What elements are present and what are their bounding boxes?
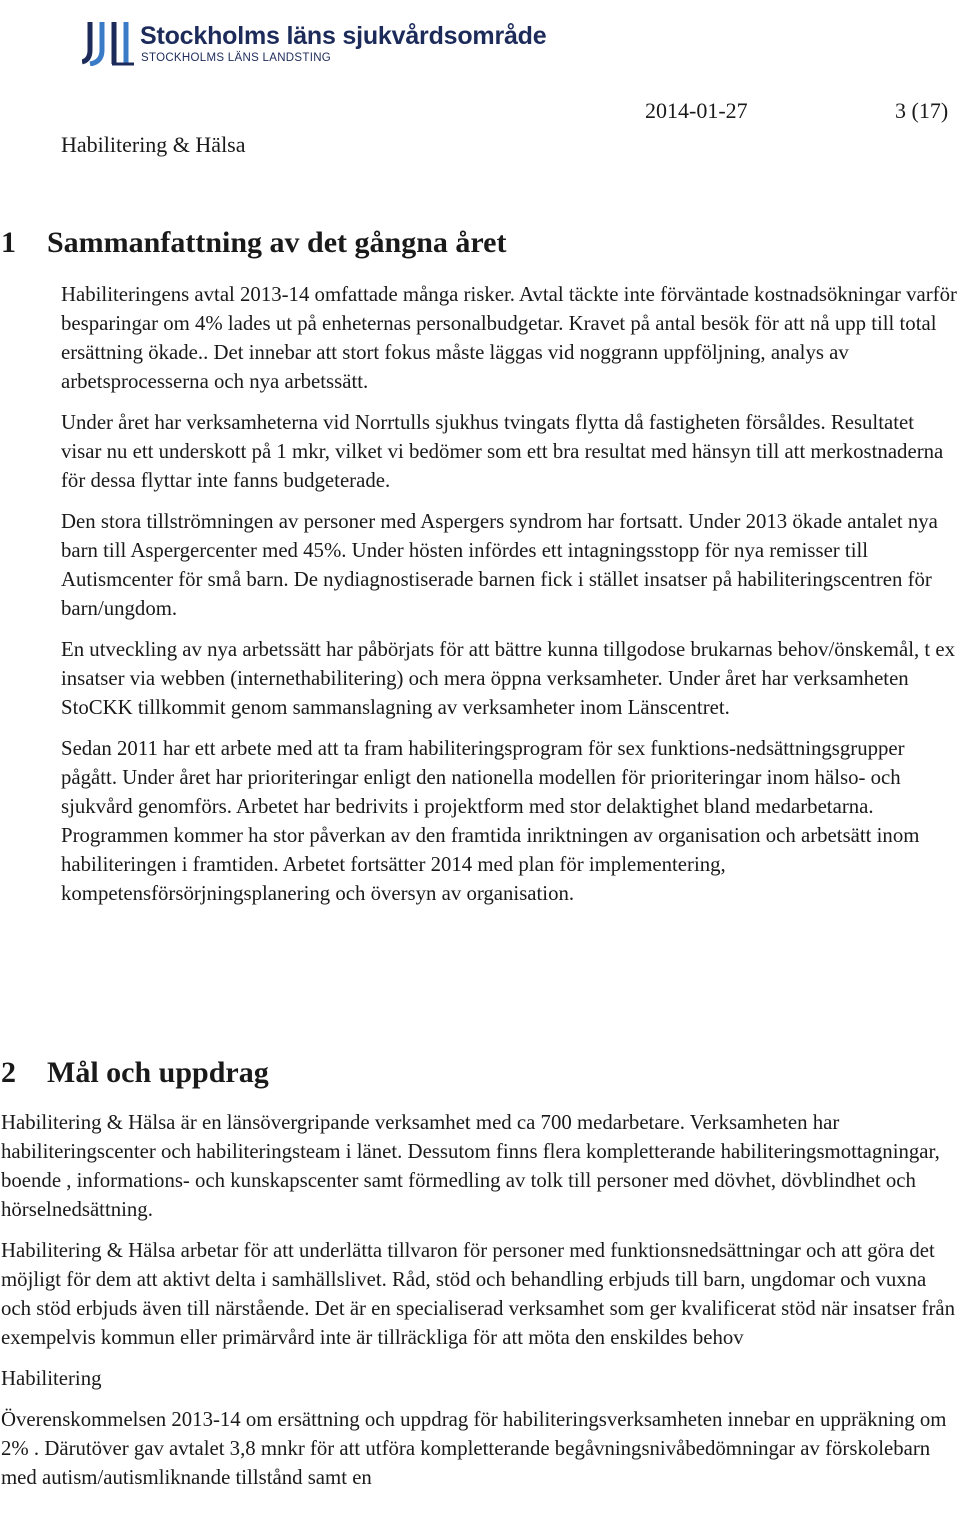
section-2-number: 2 (1, 1056, 16, 1089)
section-2-title: Mål och uppdrag (47, 1056, 269, 1089)
document-date: 2014-01-27 (645, 98, 748, 123)
logo-title: Stockholms läns sjukvårdsområde (140, 22, 547, 50)
section-2-heading (1, 1056, 269, 1090)
header-organization: Habilitering & Hälsa (61, 132, 246, 157)
sll-logo-icon (82, 20, 134, 66)
section-1-number: 1 (1, 226, 16, 259)
paragraph: Habilitering & Hälsa är en länsövergripande verksamhet med ca 700 medarbetare. Verksamheten har habiliteringscenter och habiliteringsteam i länet. Dessutom finns flera kompletterande habiliteringsmottagningar, boende , informations- och kunskapscenter samt förmedling av tolk till personer med dövhet, dövblindhet och hörselnedsättning. (1, 1111, 940, 1221)
paragraph: Sedan 2011 har ett arbete med att ta fram habiliteringsprogram för sex funktions-nedsättningsgrupper pågått. Under året har prioriteringar enligt den nationella modellen för prioriteringar inom hälso- och sjukvård genomförs. Arbetet har bedrivits i projektform med stor delaktighet bland medarbetarna. Programmen kommer ha stor påverkan av den framtida inriktningen av organisation och arbetsätt inom habiliteringen i framtiden. Arbetet fortsätter 2014 med plan för implementering, kompetensförsörjningsplanering och översyn av organisation. (61, 737, 920, 905)
section-1-title: Sammanfattning av det gångna året (47, 226, 507, 259)
paragraph: Habilitering & Hälsa arbetar för att underlätta tillvaron för personer med funktionsnedsättningar och att göra det möjligt för dem att aktivt delta i samhällslivet. Råd, stöd och behandling erbjuds till barn, ungdomar och vuxna och stöd erbjuds även till närstående. Det är en specialiserad verksamhet som ger kvalificerat stöd när insatser från exempelvis kommun eller primärvård inte är tillräckliga för att möta den enskildes behov (1, 1239, 955, 1349)
logo-subtitle: STOCKHOLMS LÄNS LANDSTING (141, 52, 332, 64)
paragraph: Habiliteringens avtal 2013-14 omfattade många risker. Avtal täckte inte förväntade kostnadsökningar varför besparingar om 4% lades ut på enheternas personalbudgetar. Kravet på antal besök för att nå upp till total ersättning ökade.. Det innebar att stort fokus måste läggas vid noggrann uppföljning, analys av arbetsprocesserna och nya arbetssätt. (61, 283, 957, 393)
page-number: 3 (17) (895, 98, 949, 123)
section-2-body (1, 1108, 957, 1504)
paragraph: Överenskommelsen 2013-14 om ersättning och uppdrag för habiliteringsverksamheten innebar en uppräkning om 2% . Därutöver gav avtalet 3,8 mnkr för att utföra kompletterande begåvningsnivåbedömningar av förskolebarn med autism/autismliknande tillstånd samt en (1, 1408, 947, 1489)
paragraph: Under året har verksamheterna vid Norrtulls sjukhus tvingats flytta då fastigheten försåldes. Resultatet visar nu ett underskott på 1 mkr, vilket vi bedömer som ett bra resultat med hänsyn till att merkostnaderna för dessa flyttar inte fanns budgeterade. (61, 411, 944, 492)
paragraph: En utveckling av nya arbetssätt har påbörjats för att bättre kunna tillgodose brukarnas behov/önskemål, t ex insatser via webben (internethabilitering) och mera öppna verksamheter. Under året har verksamheten StoCKK tillkommit genom sammanslagning av verksamheter inom Länscentret. (61, 638, 956, 719)
logo (60, 0, 564, 118)
section-1-heading (1, 226, 506, 260)
subheading: Habilitering (1, 1367, 102, 1390)
section-1-body (61, 280, 957, 920)
paragraph: Den stora tillströmningen av personer med Aspergers syndrom har fortsatt. Under 2013 ökade antalet nya barn till Aspergercenter med 45%. Under hösten infördes ett intagningsstopp för nya remisser till Autismcenter för små barn. De nydiagnostiserade barnen fick i stället insatser på habiliteringscentren för barn/ungdom. (61, 510, 938, 620)
